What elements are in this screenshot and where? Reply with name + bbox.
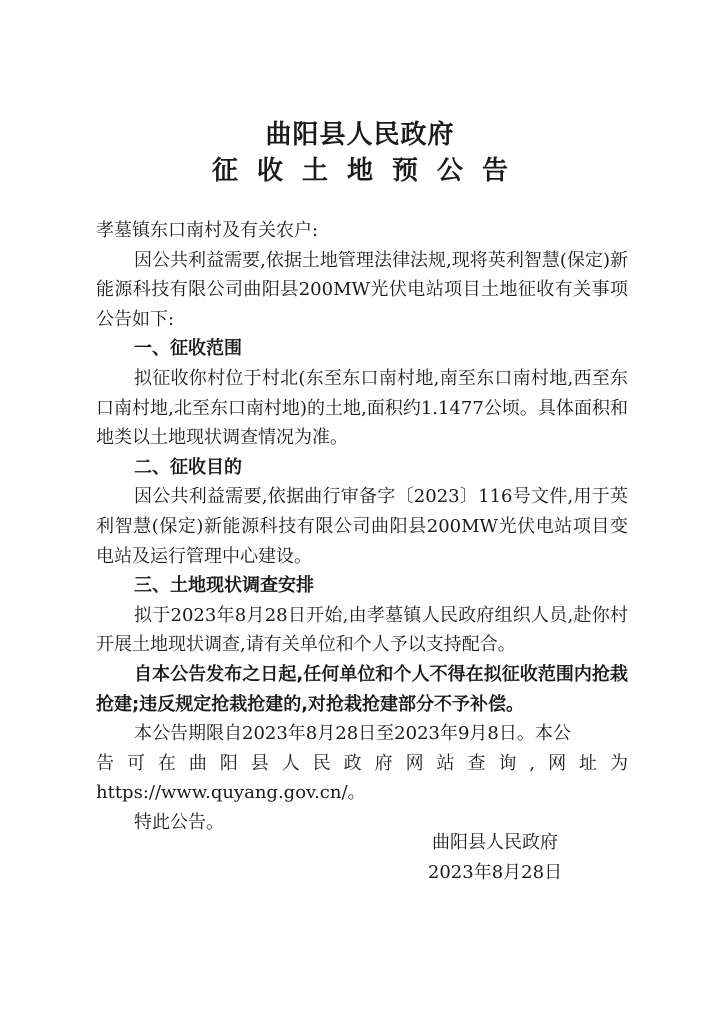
closing-text: 特此公告。 xyxy=(134,811,224,833)
section-heading-scope: 一、征收范围 xyxy=(134,338,242,360)
period-line1: 本公告期限自2023年8月28日至2023年9月8日。本公 xyxy=(134,723,571,745)
section-text-purpose: 因公共利益需要,依据曲行审备字〔2023〕116号文件,用于英利智慧(保定)新能源科技有限公司曲阳县200MW光伏电站项目变电站及运行管理中心建设。 xyxy=(96,486,628,567)
intro-paragraph: 因公共利益需要,依据土地管理法律法规,现将英利智慧(保定)新能源科技有限公司曲阳县200MW光伏电站项目土地征收有关事项公告如下: xyxy=(96,249,628,330)
emphasis-paragraph: 自本公告发布之日起,任何单位和个人不得在拟征收范围内抢栽抢建;违反规定抢栽抢建的,对抢栽抢建部分不予补偿。 xyxy=(96,663,628,715)
signature-org: 曲阳县人民政府 xyxy=(432,832,558,853)
document-title: 征收土地预公告 xyxy=(211,156,527,186)
section-text-survey: 拟于2023年8月28日开始,由孝墓镇人民政府组织人员,赴你村开展土地现状调查,请有关单位和个人予以支持配合。 xyxy=(96,604,628,656)
announcement-body xyxy=(96,216,628,837)
issuer-title: 曲阳县人民政府 xyxy=(265,120,455,150)
signature-date: 2023年8月28日 xyxy=(427,862,563,883)
period-line2: 告可在曲阳县人民政府网站查询,网址为 xyxy=(96,752,628,774)
section-heading-survey: 三、土地现状调查安排 xyxy=(134,575,314,597)
addressee: 孝墓镇东口南村及有关农户: xyxy=(96,220,319,241)
website-url: https://www.quyang.gov.cn/。 xyxy=(96,782,366,804)
section-heading-purpose: 二、征收目的 xyxy=(134,456,242,478)
section-text-scope: 拟征收你村位于村北(东至东口南村地,南至东口南村地,西至东口南村地,北至东口南村地)的土地,面积约1.1477公顷。具体面积和地类以土地现状调查情况为准。 xyxy=(96,367,628,449)
